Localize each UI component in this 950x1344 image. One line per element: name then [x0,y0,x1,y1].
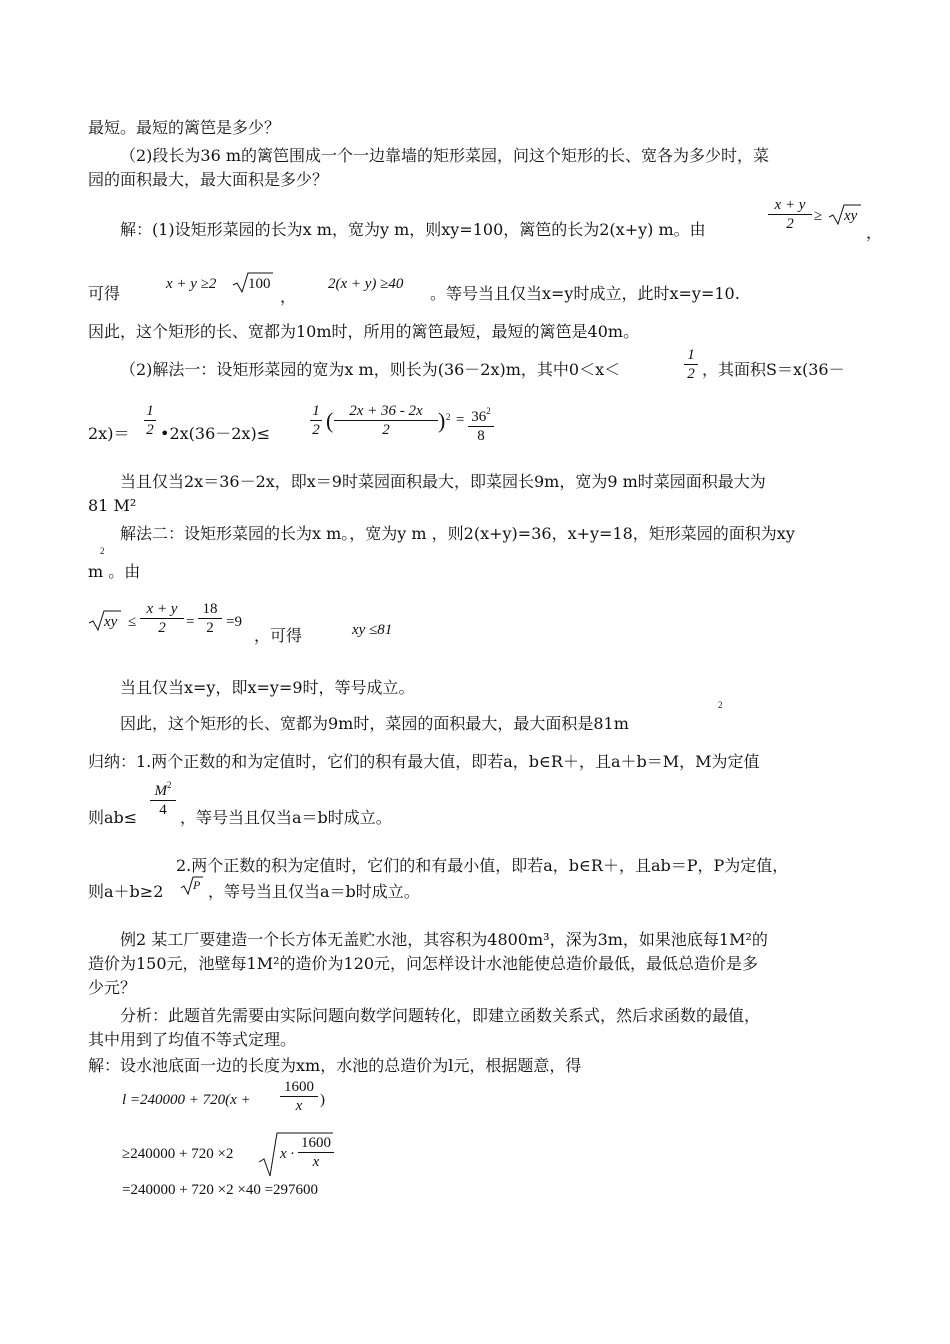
fraction-denominator: 8 [477,428,485,444]
text-line: 当且仅当2x＝36－2x，即x＝9时菜园面积最大，即菜园长9m，宽为9 m时菜园面积最大为 [120,472,766,491]
text-line: ，其面积S＝x(36－ [702,360,845,379]
fraction-denominator: 2 [382,422,390,438]
fraction [140,600,184,637]
math-expression: ≥240000 + 720 ×2 [122,1146,234,1162]
math-symbol: ≤ [128,614,137,630]
text-line: 当且仅当x=y，即x=y=9时，等号成立。 [120,678,415,697]
fraction-numerator [468,402,494,427]
text-line: 因此，这个矩形的长、宽都为10m时，所用的篱笆最短，最短的篱笆是40m。 [88,322,640,341]
fraction [144,402,156,439]
fraction [150,776,176,819]
text-line: 解：(1)设矩形菜园的长为x m，宽为y m，则xy=100，篱笆的长为2(x+y) m。由 [120,220,706,239]
fraction [198,600,222,637]
fraction-numerator: 1 [144,402,156,421]
math-expression: x · [280,1146,295,1162]
math-expression: x + y ≥2 [166,276,217,292]
math-expression: =240000 + 720 ×2 ×40 =297600 [122,1182,319,1198]
math-expression: l =240000 + 720(x + [122,1092,251,1108]
radicand: xy [104,614,118,630]
text-line: 归纳：1.两个正数的和为定值时，它们的积有最大值，即若a，b∈R＋，且a＋b＝M，M为定值 [88,752,760,771]
math-result: =9 [226,614,242,630]
fraction-numerator: x + y [140,600,184,619]
math-expression: 2(x + y) ≥40 [328,276,404,292]
text-line: ，可得 [254,626,303,645]
base: 36 [471,409,487,425]
math-symbol: ≥ [814,208,823,224]
fraction-numerator [150,776,176,801]
fraction-numerator: 1600 [298,1134,334,1153]
text-line: ，等号当且仅当a＝b时成立。 [208,882,420,901]
sqrt-sign [180,876,204,896]
fraction-denominator: x [312,1154,320,1170]
text-line: 81 M² [88,496,137,515]
fraction [280,1078,318,1115]
fraction-numerator: 1 [684,346,698,365]
math-expression: xy ≤81 [352,622,393,638]
text-line: （2)段长为36 m的篱笆围成一个一边靠墙的矩形菜园，问这个矩形的长、宽各为多少时，菜 [120,146,770,165]
fraction-numerator: 1600 [280,1078,318,1097]
exponent: 2 [486,406,491,416]
text-line: 2.两个正数的积为定值时，它们的和有最小值，即若a，b∈R＋，且ab＝P，P为定值， [176,856,789,875]
fraction [468,402,494,445]
fraction-denominator: 2 [687,366,695,382]
fraction-numerator: 1 [310,402,322,421]
fraction-denominator: x [295,1098,303,1114]
fraction [310,402,322,439]
fraction [684,346,698,383]
text-line: 。等号当且仅当x=y时成立，此时x=y=10. [430,284,740,303]
punctuation: ， [866,223,883,242]
fraction [334,402,438,439]
text-line: 解：设水池底面一边的长度为xm，水池的总造价为l元，根据题意，得 [88,1056,582,1075]
radicand: 100 [248,276,271,292]
text-line: m 。由 [88,562,141,581]
text-line: 最短。最短的篱笆是多少？ [88,118,281,137]
text-line: 可得 [88,284,121,303]
base: M [154,783,167,799]
paren-open: ( [326,408,334,433]
text-line: 例2 某工厂要建造一个长方体无盖贮水池，其容积为4800m³，深为3m，如果池底每1M²的 [120,930,768,949]
punctuation: ， [280,287,297,306]
text-line: 则a＋b≥2 [88,882,164,901]
text-line: 造价为150元，池壁每1M²的造价为120元，问怎样设计水池能使总造价最低，最低总造价是多 [88,954,759,973]
text-line: ，等号当且仅当a＝b时成立。 [180,808,392,827]
fraction-denominator: 2 [158,620,166,636]
text-line: 园的面积最大，最大面积是多少？ [88,170,329,189]
radicand: xy [844,208,858,224]
text-line: 2x)＝ [88,424,130,443]
text-line: 因此，这个矩形的长、宽都为9m时，菜园的面积最大，最大面积是81m [120,714,629,733]
fraction-denominator: 2 [146,422,154,438]
fraction-denominator: 2 [206,620,214,636]
radicand: P [193,878,201,892]
fraction-numerator: 2x + 36 - 2x [334,402,438,421]
fraction [768,196,812,233]
fraction-denominator: 2 [786,216,794,232]
text-line: 解法二：设矩形菜园的长为x m。，宽为y m ，则2(x+y)=36，x+y=18，矩形菜园的面积为xy [120,524,795,543]
fraction-denominator: 4 [159,802,167,818]
fraction-numerator: x + y [768,196,812,215]
text-line: 则ab≤ [88,808,138,827]
text-line: •2x(36－2x)≤ [160,424,271,443]
exponent: 2 [167,780,172,790]
exponent: 2 [446,412,451,422]
math-symbol: = [186,614,195,630]
text-line: （2)解法一：设矩形菜园的宽为x m，则长为(36－2x)m，其中0＜x＜ [120,360,621,379]
paren-close: ) [438,408,446,433]
fraction-denominator: 2 [312,422,320,438]
text-line: 其中用到了均值不等式定理。 [88,1030,297,1049]
math-symbol: = [456,412,465,428]
exponent: 2 [100,546,105,556]
text-line: 分析：此题首先需要由实际问题向数学问题转化，即建立函数关系式，然后求函数的最值， [120,1006,761,1025]
text-line: 少元？ [88,978,137,997]
fraction-numerator: 18 [198,600,222,619]
math-symbol: ) [320,1092,325,1108]
exponent: 2 [718,700,723,710]
fraction [298,1134,334,1171]
